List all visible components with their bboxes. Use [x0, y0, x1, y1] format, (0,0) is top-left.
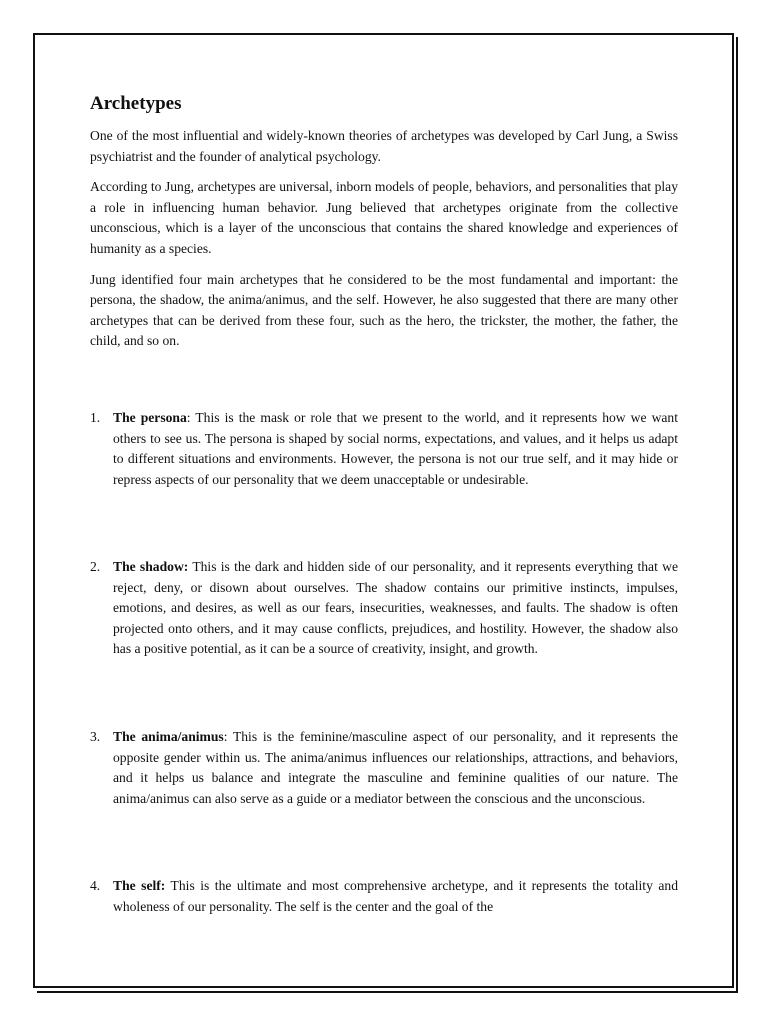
list-item-shadow — [90, 557, 678, 660]
intro-paragraph-3: Jung identified four main archetypes that he considered to be the most fundamental and important: the persona, the shadow, the anima/animus, and the self. However, he also suggested that there are many other archetypes that can be derived from these four, such as the hero, the trickster, the mother, the father, the child, and so on. — [90, 271, 678, 349]
list-item-persona — [90, 408, 678, 490]
document-heading: Archetypes — [90, 93, 182, 114]
intro-paragraph-2: According to Jung, archetypes are universal, inborn models of people, behaviors, and personalities that play a role in influencing human behavior. Jung believed that archetypes originate from the collective unconscious, which is a layer of the unconscious that contains the shared knowledge and experiences of humanity as a species. — [90, 179, 678, 256]
list-term: The shadow: — [113, 559, 189, 574]
list-text: : This is the mask or role that we present to the world, and it represents how we want others to see us. The persona is shaped by social norms, expectations, and values, and it helps us adapt to different situations and environments. However, the persona is not our true self, and it may hide or repress aspects of our personality that we deem unacceptable or undesirable. — [113, 410, 679, 487]
list-item-anima-animus — [90, 727, 678, 809]
list-text: : This is the feminine/masculine aspect of our personality, and it represents the opposite gender within us. The anima/animus influences our relationships, attractions, and behaviors, and it helps us balance and integrate the masculine and feminine qualities of our nature. The anima/animus can also serve as a guide or a mediator between the conscious and the unconscious. — [113, 729, 679, 806]
list-term: The self: — [113, 878, 166, 893]
list-number: 3. — [90, 729, 101, 744]
list-number: 1. — [90, 410, 101, 425]
list-text: This is the ultimate and most comprehensive archetype, and it represents the totality and wholeness of our personality. The self is the center and the goal of the — [113, 878, 678, 914]
list-number: 2. — [90, 559, 101, 574]
list-term: The persona — [113, 410, 187, 425]
intro-paragraph-1: One of the most influential and widely-known theories of archetypes was developed by Carl Jung, a Swiss psychiatrist and the founder of analytical psychology. — [90, 128, 678, 164]
list-text: This is the dark and hidden side of our personality, and it represents everything that we reject, deny, or disown about ourselves. The shadow contains our primitive instincts, impulses, emotions, and desires, as well as our fears, insecurities, weaknesses, and faults. The shadow is often projected onto others, and it may cause conflicts, prejudices, and hostility. However, the shadow also has a positive potential, as it can be a source of creativity, insight, and growth. — [113, 559, 678, 657]
list-term: The anima/animus — [113, 729, 224, 744]
list-item-self — [90, 876, 678, 917]
list-number: 4. — [90, 878, 101, 893]
document-content — [90, 92, 679, 914]
